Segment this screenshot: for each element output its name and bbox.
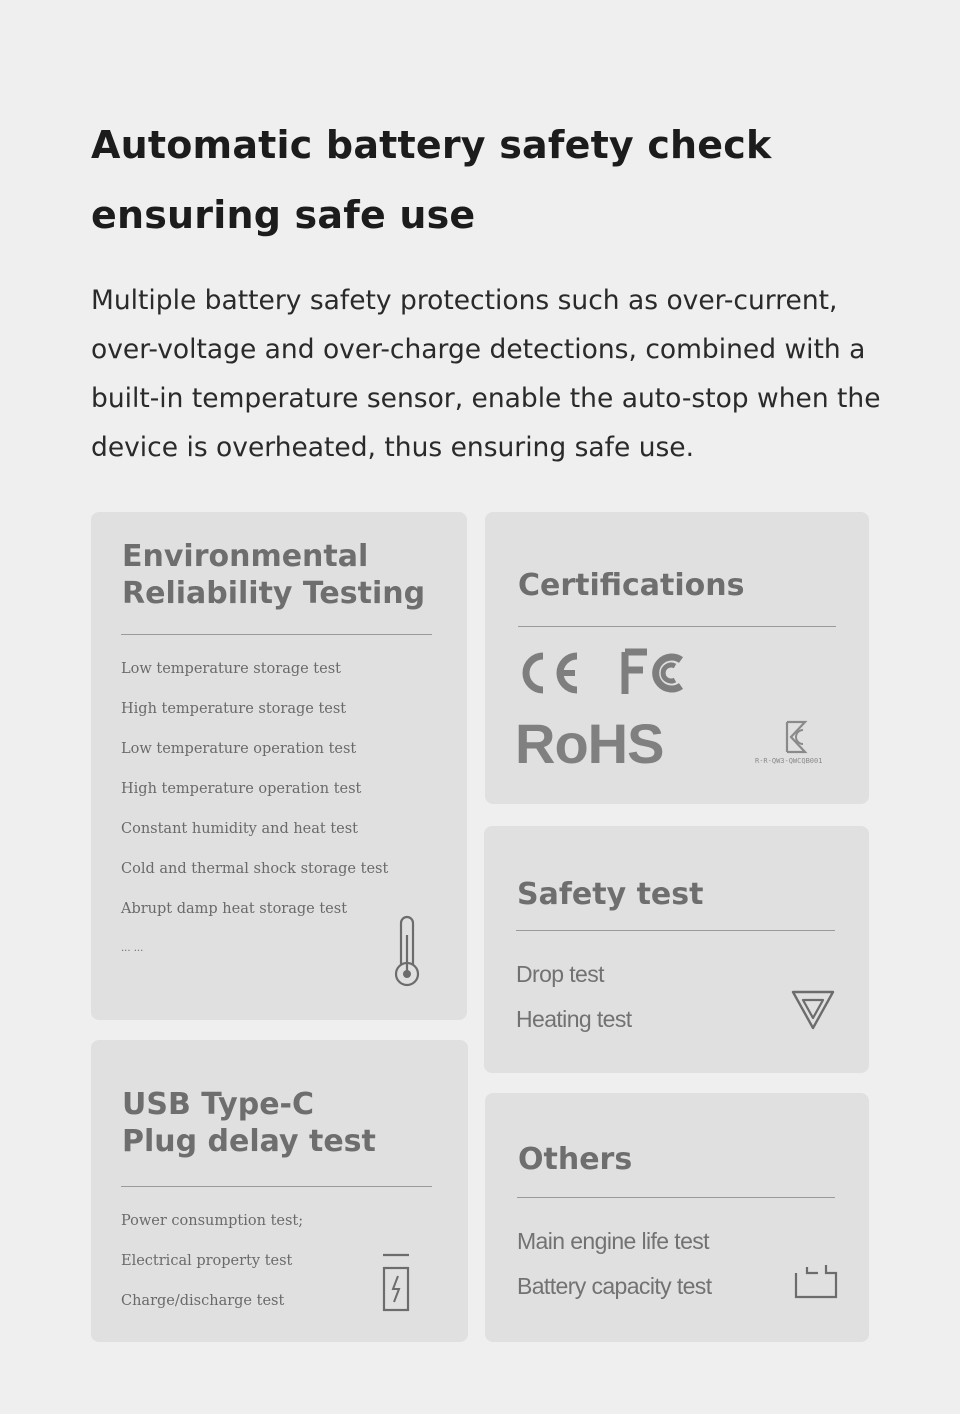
others-divider <box>517 1197 835 1198</box>
certifications-title: Certifications <box>518 568 745 603</box>
list-item: High temperature storage test <box>121 701 347 717</box>
intro-paragraph: Multiple battery safety protections such as over-current, over-voltage and over-charge detections, combined with a built-in temperature sensor, enable the auto-stop when the device is overheated, thus ensuring safe use. <box>91 285 881 463</box>
list-item: Heating test <box>516 1006 632 1032</box>
page-title <box>91 110 891 250</box>
thermometer-icon <box>393 915 421 987</box>
certifications-divider <box>518 626 836 627</box>
environmental-card <box>91 512 467 1020</box>
title-line-1: Automatic battery safety check <box>91 123 772 167</box>
fcc-mark-icon <box>621 648 691 698</box>
list-item: Constant humidity and heat test <box>121 821 359 837</box>
safety-divider <box>516 930 835 931</box>
list-item: Cold and thermal shock storage test <box>121 861 389 877</box>
list-item: Electrical property test <box>121 1253 293 1269</box>
battery-charge-icon <box>381 1252 411 1314</box>
list-item: Drop test <box>516 961 604 987</box>
environmental-title: Environmental Reliability Testing <box>122 539 426 611</box>
list-item: Abrupt damp heat storage test <box>121 901 348 917</box>
list-item: Charge/discharge test <box>121 1293 285 1309</box>
list-item: Low temperature operation test <box>121 741 357 757</box>
usb-card <box>91 1040 468 1342</box>
environmental-list <box>121 652 388 972</box>
title-line-2: ensuring safe use <box>91 193 476 237</box>
kc-mark-icon <box>783 720 809 754</box>
list-item: Battery capacity test <box>517 1273 712 1299</box>
rohs-mark: RoHS <box>515 712 664 775</box>
usb-divider <box>121 1186 432 1187</box>
kc-certificate-code: R-R-QW3-QWCQB001 <box>755 757 823 765</box>
safety-list <box>516 954 632 1044</box>
list-item: Main engine life test <box>517 1228 709 1254</box>
others-card <box>485 1093 869 1342</box>
ce-mark-icon <box>517 650 581 696</box>
safety-card <box>484 826 869 1073</box>
safety-title: Safety test <box>517 877 704 912</box>
environmental-divider <box>121 634 432 635</box>
battery-box-icon <box>793 1261 839 1301</box>
others-list <box>517 1221 712 1311</box>
list-item: ... ... <box>121 943 144 954</box>
others-title: Others <box>518 1142 633 1177</box>
usb-title: USB Type-C Plug delay test <box>122 1087 376 1159</box>
list-item: Low temperature storage test <box>121 661 341 677</box>
certifications-card <box>485 512 869 804</box>
list-item: High temperature operation test <box>121 781 362 797</box>
list-item: Power consumption test; <box>121 1213 304 1229</box>
shield-triangle-icon <box>789 988 837 1032</box>
usb-list <box>121 1204 303 1324</box>
